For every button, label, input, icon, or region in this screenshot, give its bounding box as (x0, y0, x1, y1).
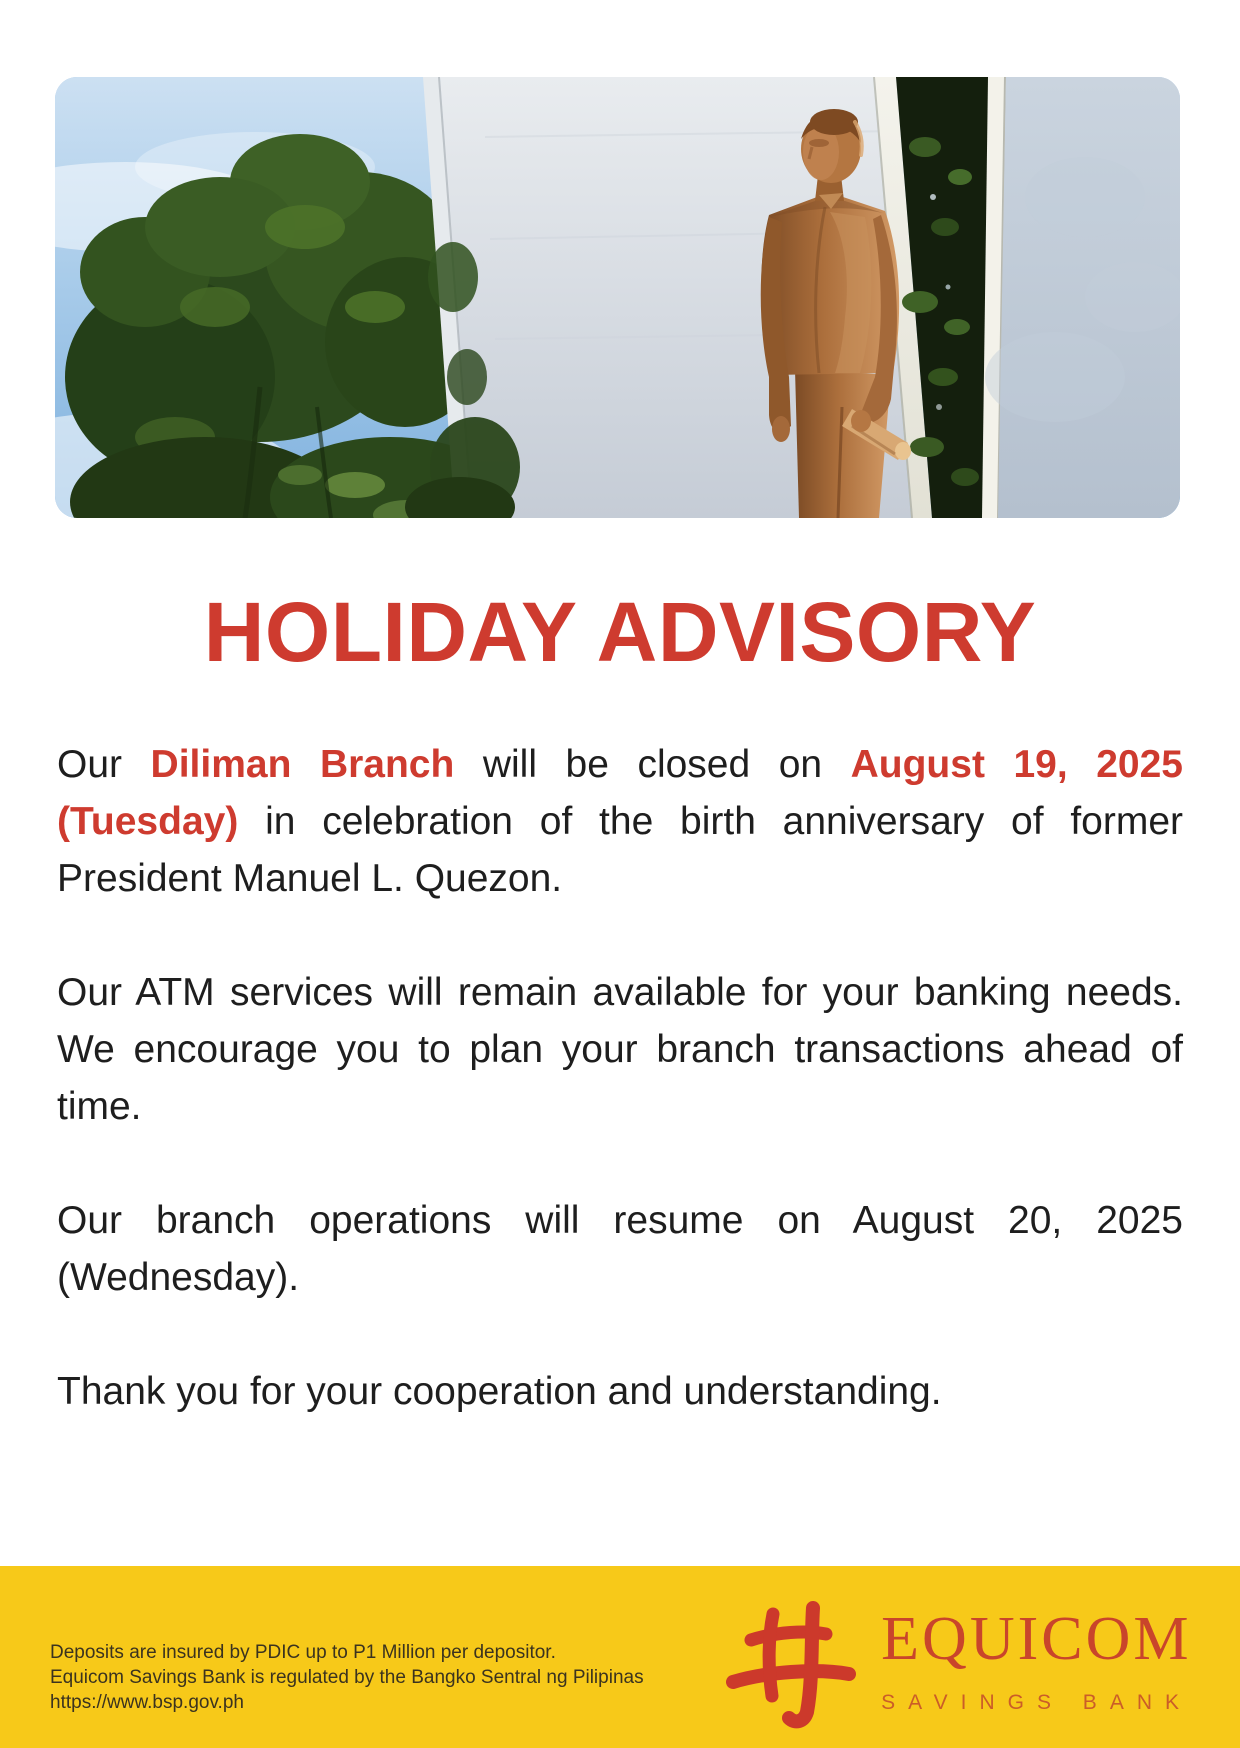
advisory-paragraph-atm (57, 964, 1183, 1135)
advisory-paragraph-thanks (57, 1363, 1183, 1420)
advisory-paragraph-resume (57, 1192, 1183, 1306)
body-text: in celebration of the birth anniversary of former President Manuel L. Quezon. (57, 800, 1183, 900)
body-text: Our (57, 743, 151, 786)
body-text: Thank you for your cooperation and understanding. (57, 1370, 942, 1413)
bsp-url: https://www.bsp.gov.ph (50, 1692, 244, 1713)
brand-tagline: SAVINGS BANK (881, 1691, 1192, 1714)
hero-photo (55, 77, 1180, 518)
hero-photo-scene (55, 77, 1180, 518)
footer (0, 1566, 1240, 1748)
body-text: Our branch operations will resume on August 20, 2025 (Wednesday). (57, 1199, 1183, 1299)
right-pylon (982, 77, 1180, 518)
pdic-disclaimer-line: Deposits are insured by PDIC up to P1 Million per depositor. (50, 1642, 556, 1663)
equicom-wordmark (881, 1605, 1192, 1714)
equicom-brush-mark-icon (721, 1594, 861, 1734)
advisory-body (57, 736, 1183, 1477)
equicom-logo (721, 1594, 1192, 1748)
page-title: HOLIDAY ADVISORY (203, 585, 1037, 679)
brand-name: EQUICOM (881, 1605, 1192, 1673)
body-text: will be closed on (454, 743, 851, 786)
highlighted-text: August 19, 2025 (Tuesday) (57, 743, 1183, 843)
body-text: Our ATM services will remain available for your banking needs. We encourage you to plan your branch transactions ahead of time. (57, 971, 1183, 1128)
advisory-paragraph-closure (57, 736, 1183, 907)
highlighted-text: Diliman Branch (150, 743, 455, 786)
bsp-disclaimer-line: Equicom Savings Bank is regulated by the Bangko Sentral ng Pilipinas (50, 1667, 644, 1688)
regulatory-disclaimer (50, 1640, 644, 1748)
